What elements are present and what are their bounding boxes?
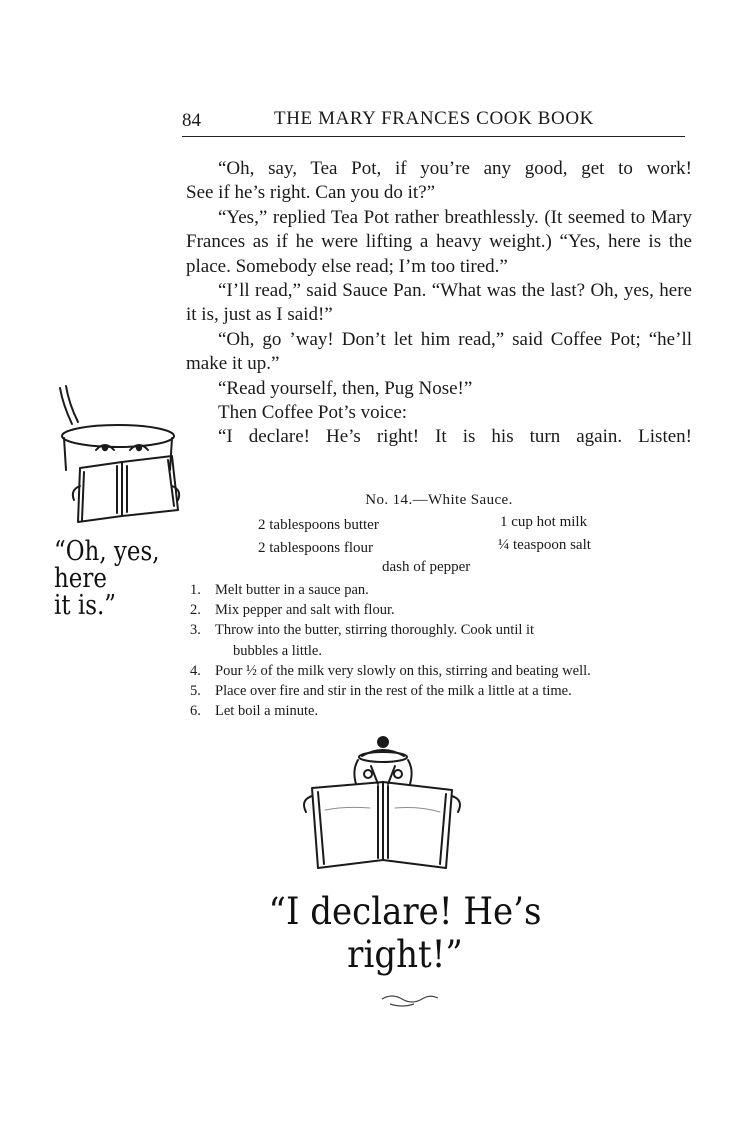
paragraph: “I’ll read,” said Sauce Pan. “What was the last? Oh, yes, here it is, just as I said!” xyxy=(186,280,692,326)
step-number: 1. xyxy=(190,582,201,598)
paragraph: See if he’s right. Can you do it?” xyxy=(186,182,436,204)
running-title: THE MARY FRANCES COOK BOOK xyxy=(274,108,594,129)
caption-line: “Oh, yes, xyxy=(54,536,160,567)
caption-line: here xyxy=(54,563,107,594)
step-text: Place over fire and stir in the rest of the milk a little at a time. xyxy=(215,683,572,700)
step-number: 3. xyxy=(190,622,201,639)
paragraph: “Oh, go ’way! Don’t let him read,” said Coffee Pot; “he’ll make it up.” xyxy=(186,328,692,375)
paragraph: “Read yourself, then, Pug Nose!” xyxy=(218,377,473,399)
recipe-title: No. 14.—White Sauce. xyxy=(365,492,513,508)
ingredient-flour: 2 tablespoons flour xyxy=(258,540,373,556)
ingredient-salt: ¼ teaspoon salt xyxy=(498,537,591,553)
paragraph: Then Coffee Pot’s voice: xyxy=(218,402,408,424)
paragraph: “I declare! He’s right! It is his turn again. Listen! xyxy=(218,426,692,448)
step-text: Pour ½ of the milk very slowly on this, stirring and beating well. xyxy=(215,662,591,679)
step-text: Let boil a minute. xyxy=(215,703,319,720)
step-number: 6. xyxy=(190,703,201,720)
ingredient-butter: 2 tablespoons butter xyxy=(258,517,379,533)
step-number: 5. xyxy=(190,683,201,700)
step-number: 4. xyxy=(190,662,201,679)
paragraph: “Yes,” replied Tea Pot rather breathlessly. (It seemed to Mary Frances as if he were lifting a heavy weight.) “Yes, here is the place. Somebody else read; I’m too tired.” xyxy=(186,206,692,277)
page-number: 84 xyxy=(182,110,201,131)
step-text: Throw into the butter, stirring thoroughly. Cook until it xyxy=(215,622,535,639)
step-text: Melt butter in a sauce pan. xyxy=(215,582,369,598)
caption-i-declare-hes-right: “I declare! He’s right!” xyxy=(268,890,542,976)
step-text-continued: bubbles a little. xyxy=(233,642,322,659)
ingredient-milk: 1 cup hot milk xyxy=(500,514,588,530)
ingredient-pepper: dash of pepper xyxy=(382,559,471,575)
caption-line: it is.” xyxy=(54,590,117,621)
paragraph: “Oh, say, Tea Pot, if you’re any good, get to work! xyxy=(218,158,692,179)
step-text: Mix pepper and salt with flour. xyxy=(215,602,395,619)
step-number: 2. xyxy=(190,602,201,619)
